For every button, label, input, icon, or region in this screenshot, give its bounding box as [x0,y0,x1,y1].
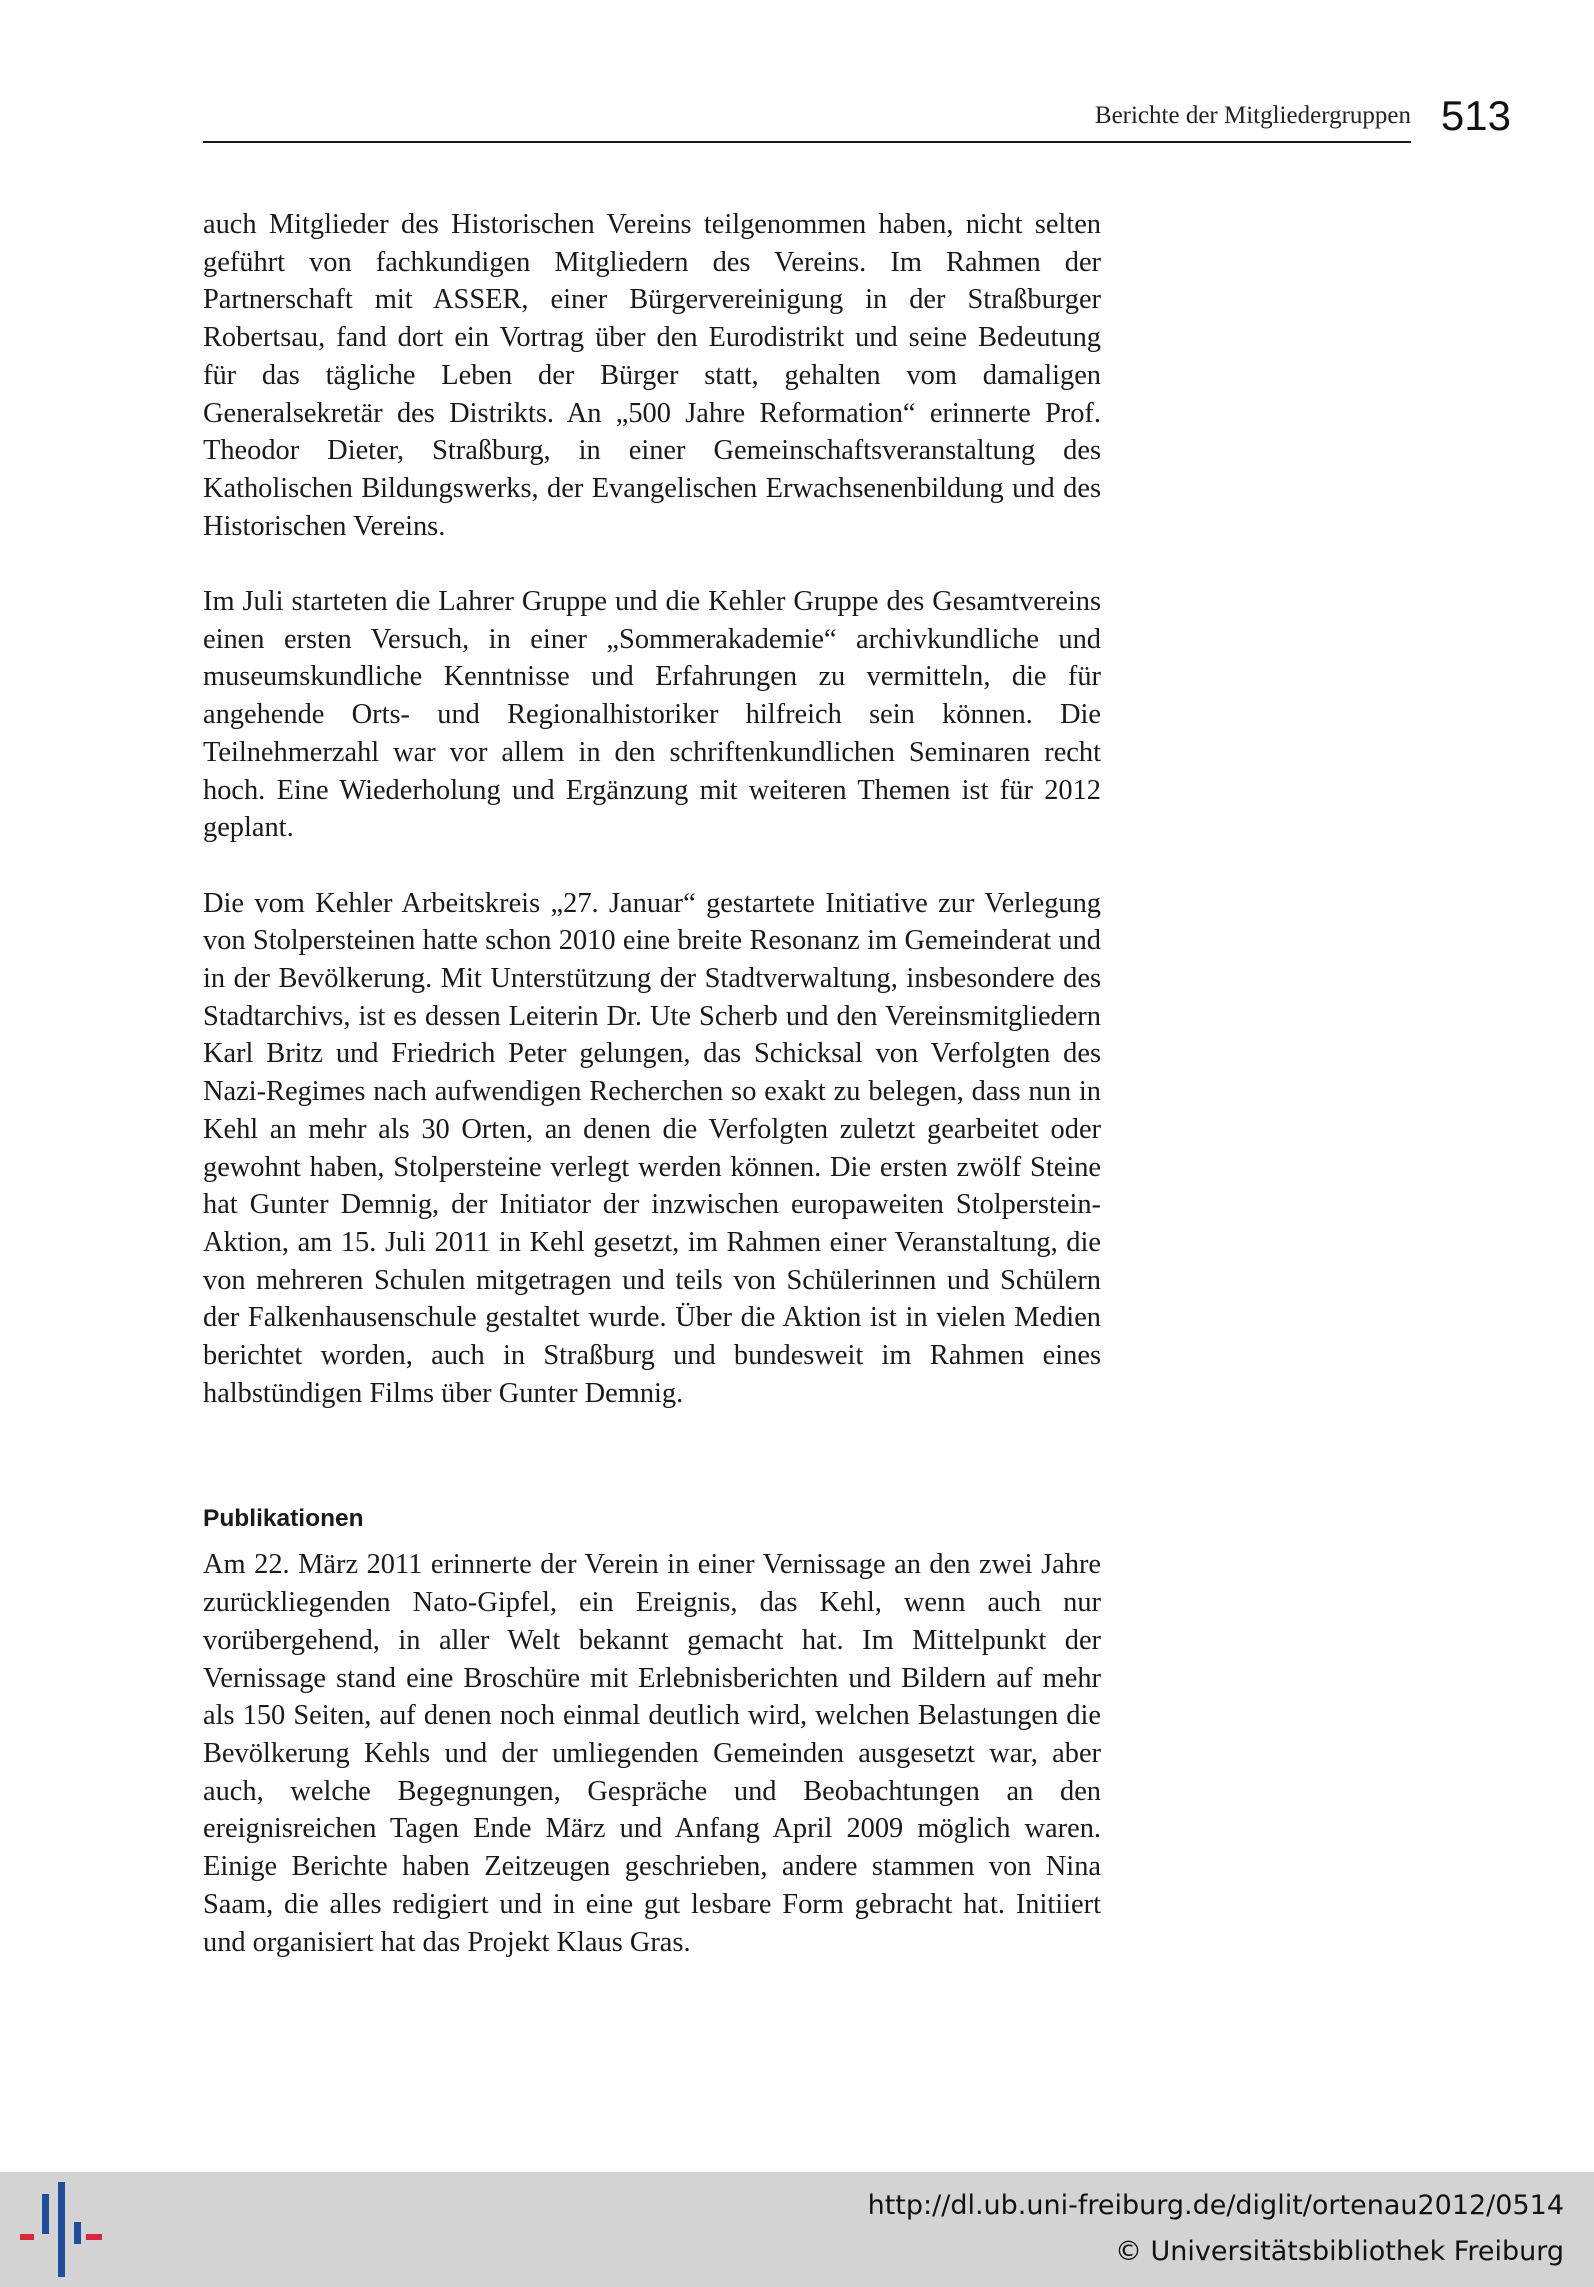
page-header [203,92,1511,146]
university-library-logo-icon [20,2182,102,2277]
header-rule [203,141,1411,143]
footer-url[interactable]: http://dl.ub.uni-freiburg.de/diglit/ortenau2012/0514 [867,2190,1564,2221]
main-text [203,206,1101,1961]
footer-bar [0,2172,1594,2287]
footer-copyright: © Universitätsbibliothek Freiburg [1114,2236,1564,2267]
paragraph: Am 22. März 2011 erinnerte der Verein in einer Vernissage an den zwei Jahre zurückliegenden Nato-Gipfel, ein Ereignis, das Kehl, wenn auch nur vorübergehend, in aller Welt bekannt gemacht hat. Im Mittelpunkt der Vernissage stand eine Broschüre mit Erlebnisberichten und Bildern auf mehr als 150 Seiten, auf denen noch einmal deutlich wird, welchen Belastungen die Bevölkerung Kehls und der umliegenden Gemeinden ausgesetzt war, aber auch, welche Begegnungen, Gespräche und Beobachtungen an den ereignisreichen Tagen Ende März und Anfang April 2009 möglich waren. Einige Berichte haben Zeitzeugen geschrieben, andere stammen von Nina Saam, die alles redigiert und in eine gut lesbare Form gebracht hat. Initiiert und organisiert hat das Projekt Klaus Gras. [203,1549,1101,1958]
running-title: Berichte der Mitgliedergruppen [1094,102,1411,129]
page-number: 513 [1440,92,1511,139]
paragraph: Im Juli starteten die Lahrer Gruppe und die Kehler Gruppe des Gesamtvereins einen ersten Versuch, in einer „Sommerakademie“ archivkundliche und museumskundliche Kenntnisse und Erfahrungen zu vermitteln, die für angehende Orts- und Regionalhistoriker hilfreich sein können. Die Teilnehmerzahl war vor allem in den schriftenkundlichen Seminaren recht hoch. Eine Wiederholung und Ergänzung mit weiteren Themen ist für 2012 geplant. [203,586,1101,844]
section-heading: Publikationen [203,1505,364,1533]
paragraph: Die vom Kehler Arbeitskreis „27. Januar“ gestartete Initiative zur Verlegung von Stolpersteinen hatte schon 2010 eine breite Resonanz im Gemeinderat und in der Bevölkerung. Mit Unterstützung der Stadtverwaltung, insbesondere des Stadtarchivs, ist es dessen Leiterin Dr. Ute Scherb und den Vereinsmitgliedern Karl Britz und Friedrich Peter gelungen, das Schicksal von Verfolgten des Nazi-Regimes nach aufwendigen Recherchen so exakt zu belegen, dass nun in Kehl an mehr als 30 Orten, an denen die Verfolgten zuletzt gearbeitet oder gewohnt haben, Stolpersteine verlegt werden können. Die ersten zwölf Steine hat Gunter Demnig, der Initiator der inzwischen europaweiten Stolperstein-Aktion, am 15. Juli 2011 in Kehl gesetzt, im Rahmen einer Veranstaltung, die von mehreren Schulen mitgetragen und teils von Schülerinnen und Schülern der Falkenhausenschule gestaltet wurde. Über die Aktion ist in vielen Medien berichtet worden, auch in Straßburg und bundesweit im Rahmen eines halbstündigen Films über Gunter Demnig. [203,887,1101,1409]
paragraph: auch Mitglieder des Historischen Vereins teilgenommen haben, nicht selten geführt von fachkundigen Mitgliedern des Vereins. Im Rahmen der Partnerschaft mit ASSER, einer Bürgervereinigung in der Straßburger Robertsau, fand dort ein Vortrag über den Eurodistrikt und seine Bedeutung für das tägliche Leben der Bürger statt, gehalten vom damaligen Generalsekretär des Distrikts. An „500 Jahre Reformation“ erinnerte Prof. Theodor Dieter, Straßburg, in einer Gemeinschaftsveranstaltung des Katholischen Bildungswerks, der Evangelischen Erwachsenenbildung und des Historischen Vereins. [203,209,1101,542]
